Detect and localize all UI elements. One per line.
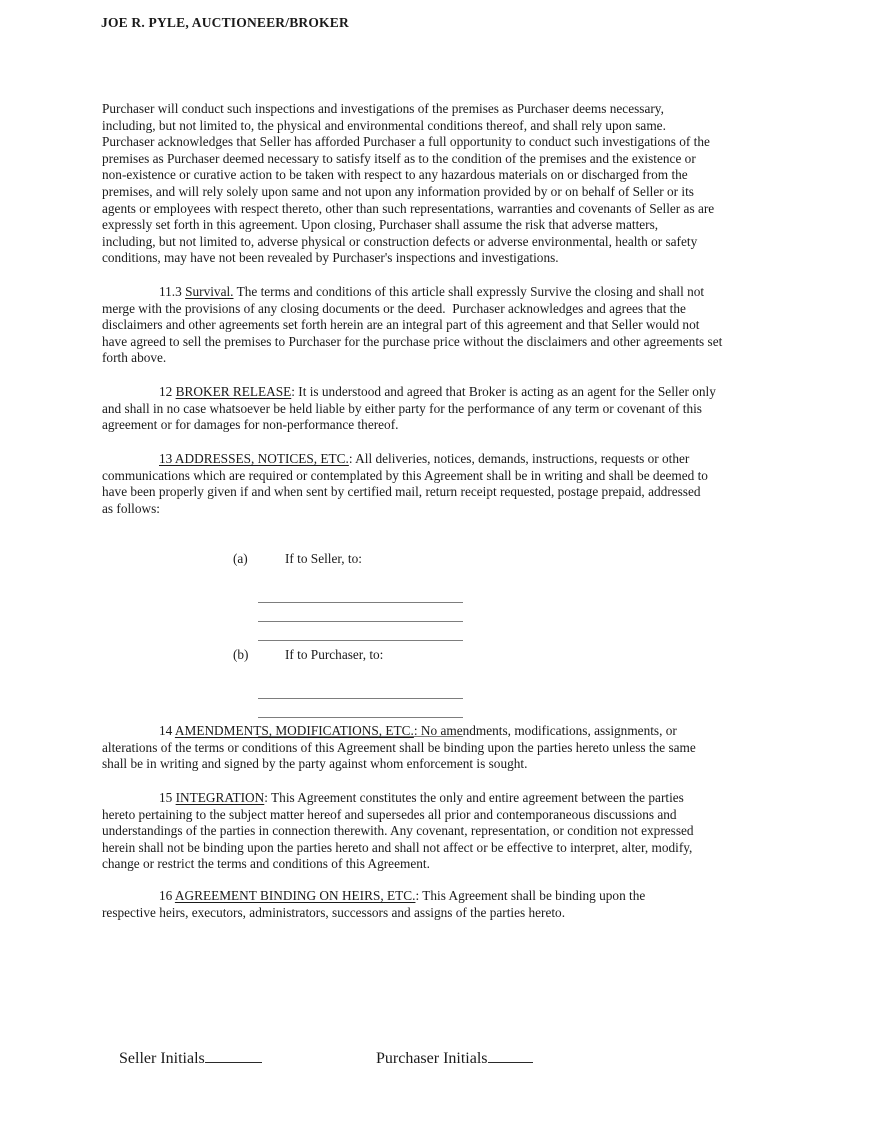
text-line: agents or employees with respect thereto, other than such representations, warranties and covenants of Seller as are [102, 200, 715, 216]
notice-address-seller [102, 534, 463, 641]
seller-address-line-2[interactable] [258, 603, 463, 622]
text-line: and shall in no case whatsoever be held liable by either party for the performance of any term or covenant of this [102, 400, 702, 416]
text-line: understandings of the parties in connection therewith. Any covenant, representation, or condition not expressed [102, 823, 694, 839]
underlined-heading-text: AGREEMENT BINDING ON HEIRS, ETC. [174, 888, 416, 903]
text-segment: The terms and conditions of this article shall expressly Survive the closing and shall not [233, 284, 705, 299]
text-segment: 11.3 [159, 284, 186, 299]
section-11-3-survival [102, 284, 774, 367]
text-line: have been properly given if and when sent by certified mail, return receipt requested, postage prepaid, addressed [102, 484, 701, 500]
text-line: respective heirs, executors, administrators, successors and assigns of the parties hereto. [102, 904, 566, 920]
text-line: Purchaser will conduct such inspections and investigations of the premises as Purchaser deems necessary, [102, 101, 664, 116]
text-line: hereto pertaining to the subject matter hereof and supersedes all prior and contemporaneous discussions and [102, 806, 677, 822]
text-line: forth above. [102, 350, 167, 366]
purchaser-initials-block [360, 1030, 533, 1087]
text-line: communications which are required or contemplated by this Agreement shall be in writing and shall be deemed to [102, 467, 708, 483]
text-line: including, but not limited to, adverse physical or construction defects or adverse environmental, health or safety [102, 233, 698, 249]
underlined-heading-text: 13 ADDRESSES, NOTICES, ETC. [159, 451, 349, 466]
text-segment: 16 [159, 888, 175, 903]
text-segment: 12 [159, 384, 176, 399]
text-line: premises as Purchaser deemed necessary to satisfy itself as to the condition of the premises and the existence or [102, 150, 696, 166]
text-segment: 15 [159, 790, 176, 805]
text-line [102, 451, 774, 468]
text-line: merge with the provisions of any closing documents or the deed. Purchaser acknowledges and agrees that the [102, 300, 686, 316]
text-line: herein shall not be binding upon the parties hereto and shall not affect or be effective to interpret, alter, modify, [102, 839, 693, 855]
text-segment: : All deliveries, notices, demands, instructions, requests or other [348, 451, 690, 466]
notice-purchaser-heading [102, 630, 463, 680]
underlined-heading-text: INTEGRATION [175, 790, 265, 805]
underlined-heading-text: Survival. [185, 284, 234, 299]
text-segment: : It is understood and agreed that Broker is acting as an agent for the Seller only [291, 384, 716, 399]
text-line: premises, and will rely solely upon same and not upon any information provided by or on behalf of Seller or its [102, 183, 694, 199]
text-line: have agreed to sell the premises to Purchaser for the purchase price without the disclaimers and other agreements set [102, 333, 723, 349]
paragraph-inspections-continuation [102, 101, 774, 267]
text-line: conditions, may have not been revealed by Purchaser's inspections and investigations. [102, 250, 559, 266]
text-line: shall be in writing and signed by the party against whom enforcement is sought. [102, 756, 528, 772]
section-13-addresses-notices [102, 451, 774, 517]
text-segment: : This Agreement shall be binding upon the [415, 888, 646, 903]
text-line: as follows: [102, 500, 160, 516]
text-line [102, 384, 774, 401]
purchaser-address-line-2[interactable] [258, 699, 463, 718]
notice-purchaser-text: If to Purchaser, to: [284, 646, 384, 662]
broker-header-title: JOE R. PYLE, AUCTIONEER/BROKER [101, 15, 349, 30]
section-12-broker-release [102, 384, 774, 434]
text-line: non-existence or curative action to be taken with respect to any hazardous materials on or discharged from the [102, 167, 688, 183]
text-line: alterations of the terms or conditions of this Agreement shall be binding upon the parties hereto unless the same [102, 739, 696, 755]
seller-initials-field[interactable] [205, 1049, 262, 1063]
notice-address-purchaser [102, 630, 463, 737]
notice-purchaser-label: (b) [232, 646, 249, 662]
text-line [102, 284, 774, 301]
text-line [102, 723, 774, 740]
seller-initials-label: Seller Initials [119, 1050, 205, 1067]
section-16-binding-on-heirs [102, 888, 774, 921]
notice-seller-label: (a) [232, 550, 248, 566]
section-15-integration [102, 790, 774, 873]
text-line: expressly set forth in this agreement. Upon closing, Purchaser shall assume the risk that adverse matters, [102, 217, 659, 233]
seller-address-line-1[interactable] [258, 584, 463, 603]
notice-seller-text: If to Seller, to: [284, 550, 362, 566]
notice-seller-heading [102, 534, 463, 584]
underlined-heading-text: BROKER RELEASE [175, 384, 292, 399]
purchaser-address-line-1[interactable] [258, 680, 463, 699]
text-line: Purchaser acknowledges that Seller has afforded Purchaser a full opportunity to conduct such investigations of the [102, 134, 710, 150]
text-segment: 14 [159, 723, 175, 738]
text-line: including, but not limited to, the physical and environmental conditions thereof, and shall rely upon same. [102, 117, 666, 133]
section-14-amendments [102, 723, 774, 773]
text-line [102, 888, 774, 905]
text-line: change or restrict the terms and conditions of this Agreement. [102, 856, 430, 872]
text-segment: : No amendments, modifications, assignments, or [413, 723, 677, 738]
text-segment: : This Agreement constitutes the only and entire agreement between the parties [264, 790, 684, 805]
seller-initials-block [103, 1030, 262, 1087]
purchaser-initials-field[interactable] [488, 1049, 533, 1063]
underlined-heading-text: AMENDMENTS, MODIFICATIONS, ETC. [174, 723, 414, 738]
text-line: disclaimers and other agreements set forth herein are an integral part of this agreement and that Seller would not [102, 317, 700, 333]
text-line [102, 790, 774, 807]
text-line: agreement or for damages for non-performance thereof. [102, 417, 399, 433]
purchaser-initials-label: Purchaser Initials [376, 1050, 488, 1067]
